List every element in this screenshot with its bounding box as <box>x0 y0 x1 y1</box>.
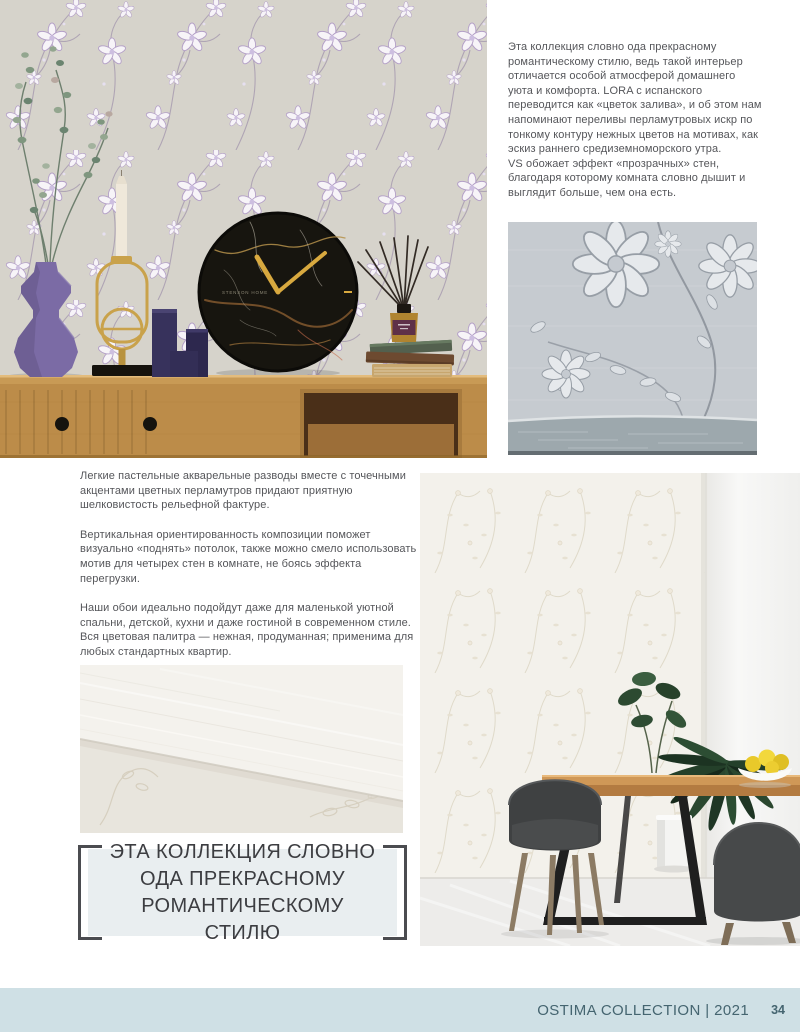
quote-box <box>78 840 407 944</box>
intro-paragraph-1: Эта коллекция словно ода прекрасному романтическому стилю, ведь такой интерьер отличается особой атмосферой домашнего уюта и комфорта. LORA с испанского переводится как «цветок залива», и об этом нам напоминают переливы перламутровых искр по тонкому контуру нежных цветов на мотивах, как эскиз раннего средиземноморского утра. <box>508 41 762 156</box>
sideboard <box>0 369 487 458</box>
dining-room-photo <box>420 473 800 946</box>
footer-collection-title: OSTIMA COLLECTION | 2021 <box>537 1001 750 1019</box>
wallpaper-sample-illustration <box>508 222 757 455</box>
wall-corner <box>701 473 707 878</box>
body-paragraph-1: Легкие пастельные акварельные разводы вместе с точечными акцентами цветных перламутров придают приятную шелковистость рельефной фактуре. <box>80 470 406 512</box>
dining-room-illustration <box>420 473 800 946</box>
marble-wall-clock <box>199 213 357 371</box>
quote-background <box>88 840 397 944</box>
books-stack <box>366 340 454 377</box>
wallpaper-roll-photo <box>80 665 403 833</box>
intro-text-block <box>508 40 762 201</box>
hero-photo <box>0 0 487 458</box>
body-paragraph-2: Вертикальная ориентированность композиции поможет визуально «поднять» потолок, также можно смело использовать мотив для четырех стен в комнате, не боясь эффекта перегрузки. <box>80 528 417 585</box>
page-footer <box>0 988 800 1032</box>
wallpaper-roll-illustration <box>80 665 403 833</box>
body-text-block <box>80 469 418 675</box>
sample-roll-edge <box>508 416 757 455</box>
footer-page-number: 34 <box>771 1003 785 1017</box>
clock-brand-text: STENSON HOME <box>222 290 269 295</box>
hero-photo-illustration <box>0 0 487 458</box>
body-paragraph-3: Наши обои идеально подойдут даже для маленькой уютной спальни, детской, кухни и даже гостиной в современном стиле. Вся цветовая палитра — нежная, продуманная; применима для любых стандартных квартир. <box>80 602 414 658</box>
quote-text: ЭТА КОЛЛЕКЦИЯ СЛОВНО ОДА ПРЕКРАСНОМУ РОМАНТИЧЕСКОМУ СТИЛЮ <box>109 840 376 944</box>
intro-paragraph-2: VS обожает эффект «прозрачных» стен, благодаря которому комната словно дышит и выглядит больше, чем она есть. <box>508 157 746 199</box>
wallpaper-sample-photo <box>508 222 757 455</box>
